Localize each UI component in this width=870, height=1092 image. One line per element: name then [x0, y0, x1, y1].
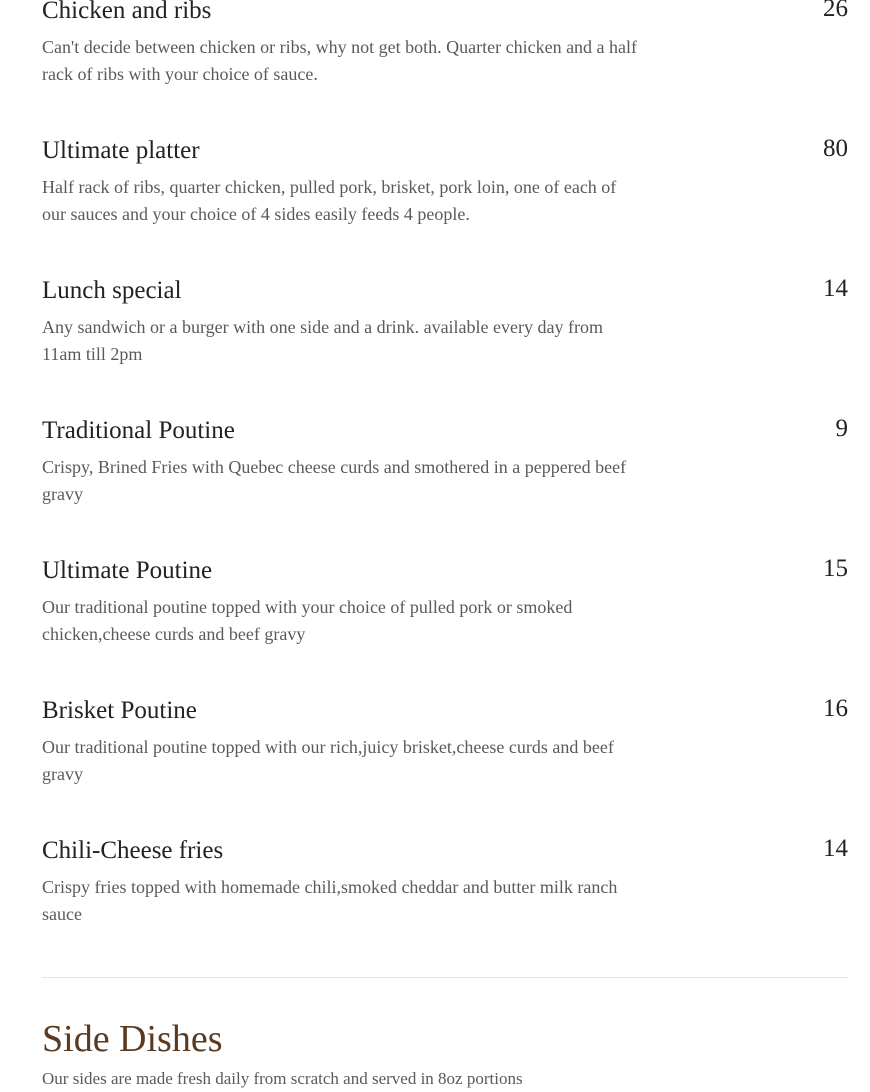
- menu-list: [42, 0, 848, 958]
- menu-item: [42, 258, 848, 398]
- menu-item-price: 14: [823, 275, 848, 302]
- menu-item-description: Our traditional poutine topped with your choice of pulled pork or smoked chicken,cheese curds and beef gravy: [42, 597, 573, 644]
- menu-item-description: Can't decide between chicken or ribs, why not get both. Quarter chicken and a half rack of ribs with your choice of sauce.: [42, 37, 638, 84]
- menu-item: [42, 118, 848, 258]
- menu-item-price: 16: [823, 695, 848, 722]
- menu-item-price: 26: [823, 0, 848, 22]
- menu-item-name: Chicken and ribs: [42, 0, 212, 24]
- menu-item-name: Chili-Cheese fries: [42, 837, 224, 864]
- menu-item-name: Brisket Poutine: [42, 697, 197, 724]
- menu-item: [42, 0, 848, 118]
- menu-item-name: Ultimate Poutine: [42, 557, 213, 584]
- menu-item: [42, 678, 848, 818]
- menu-item: [42, 398, 848, 538]
- menu-item: [42, 538, 848, 678]
- menu-item-description: Crispy, Brined Fries with Quebec cheese curds and smothered in a peppered beef gravy: [42, 457, 627, 504]
- menu-item-price: 9: [835, 415, 848, 442]
- menu-item: [42, 818, 848, 958]
- menu-item-price: 14: [823, 835, 848, 862]
- menu-item-description: Any sandwich or a burger with one side and a drink. available every day from 11am till 2pm: [42, 317, 603, 364]
- section-description: Our sides are made fresh daily from scratch and served in 8oz portions: [42, 1069, 523, 1088]
- menu-item-name: Lunch special: [42, 277, 182, 304]
- section-title-side-dishes: Side Dishes: [42, 1018, 223, 1060]
- menu-item-price: 15: [823, 555, 848, 582]
- section-divider: [42, 977, 848, 978]
- menu-item-name: Traditional Poutine: [42, 417, 235, 444]
- menu-item-name: Ultimate platter: [42, 137, 200, 164]
- menu-item-price: 80: [823, 135, 848, 162]
- menu-item-description: Half rack of ribs, quarter chicken, pulled pork, brisket, pork loin, one of each of our sauces and your choice of 4 sides easily feeds 4 people.: [42, 177, 617, 224]
- menu-item-description: Crispy fries topped with homemade chili,smoked cheddar and butter milk ranch sauce: [42, 877, 618, 924]
- menu-item-description: Our traditional poutine topped with our rich,juicy brisket,cheese curds and beef gravy: [42, 737, 614, 784]
